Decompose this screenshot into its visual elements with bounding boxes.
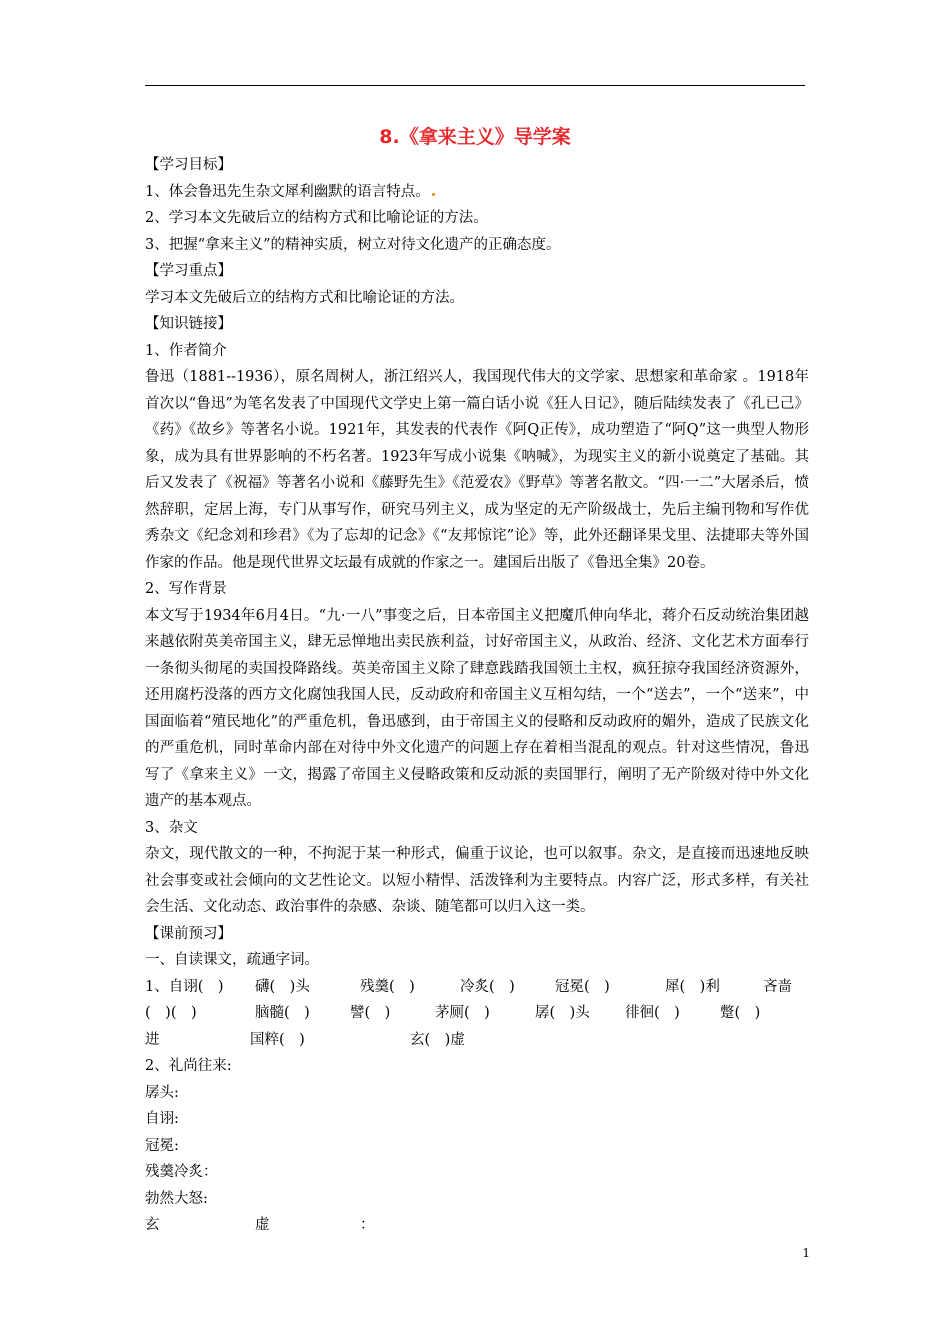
author-header: 1、作者简介 [145, 342, 227, 359]
term-line: 孱头: [145, 1084, 179, 1101]
vocab-item: 譬( ) [350, 1005, 391, 1021]
vocab-row-3 [145, 1027, 809, 1054]
vocab-item: 徘徊( ) [625, 1005, 680, 1021]
vocab-item: 蹩( ) [720, 1005, 761, 1021]
term-line: 残羹冷炙： [145, 1164, 218, 1180]
essay-text: 杂文，现代散文的一种，不拘泥于某一种形式，偏重于议论，也可以叙事。杂文，是直接而迅速地反映社会事变或社会倾向的文艺性论文。以短小精悍、活泼锋利为主要特点。内容广泛，形式多样，有关社会生活、文化动态、政治事件的杂感、杂谈、随笔都可以归入这一类。 [145, 846, 809, 915]
vocab-item: 礴( )头 [255, 978, 310, 995]
vocab-item: 1、自诩( ) [145, 978, 224, 995]
essay-header: 3、杂文 [145, 819, 198, 836]
goal-2: 2、学习本文先破后立的结构方式和比喻论证的方法。 [145, 210, 488, 226]
focus-text: 学习本文先破后立的结构方式和比喻论证的方法。 [145, 289, 464, 306]
goal-1: 1、体会鲁迅先生杂文犀利幽默的语言特点。 [145, 179, 809, 206]
background-header: 2、写作背景 [145, 581, 227, 597]
vocab-item: ( )( ) [145, 1005, 197, 1021]
background-text: 本文写于1934年6月4日。“九·一八”事变之后，日本帝国主义把魔爪伸向华北，蒋介石反动统治集团越来越依附英美帝国主义，肆无忌惮地出卖民族利益，讨好帝国主义，从政治、经济、文化艺术方面奉行一条彻头彻尾的卖国投降路线。英美帝国主义除了肆意践踏我国领土主权，疯狂掠夺我国经济资源外，还用腐朽没落的西方文化腐蚀我国人民，反动政府和帝国主义互相勾结，一个“送去”，一个“送来”，中国面临着“殖民地化”的严重危机，鲁迅感到，由于帝国主义的侵略和反动政府的媚外，造成了民族文化的严重危机，同时革命内部在对待中外文化遗产的问题上存在着相当混乱的观点。针对这些情况，鲁迅写了《拿来主义》一文，揭露了帝国主义侵略政策和反动派的卖国罪行，阐明了无产阶级对待中外文化遗产的基本观点。 [145, 607, 809, 809]
vocab-item: 玄( )虚 [410, 1031, 465, 1048]
author-text: 鲁迅（1881--1936），原名周树人，浙江绍兴人，我国现代伟大的文学家、思想家和革命家 。1918年首次以“鲁迅”为笔名发表了中国现代文学史上第一篇白话小说《狂人日记》，随后陆续发表了《孔已己》《药》《故乡》等著名小说。1921年，其发表的代表作《阿Q正传》，成功塑造了“阿Q”这一典型人物形象，成为具有世界影响的不朽名著。1923年写成小说集《呐喊》，为现实主义的新小说奠定了基础。其后又发表了《祝福》等著名小说和《藤野先生》《范爱农》《野草》等著名散文。“四·一二”大屠杀后，愤然辞职，定居上海，专门从事写作，研究马列主义，成为坚定的无产阶级战士，先后主编刊物和写作优秀杂文《纪念刘和珍君》《为了忘却的记念》《“友邦惊诧”论》等，此外还翻译果戈里、法捷耶夫等外国作家的作品。他是现代世界文坛最有成就的作家之一。建国后出版了《鲁迅全集》20卷。 [145, 369, 809, 571]
vocab-item: 冷炙( ) [460, 978, 515, 995]
term-line: 自诩: [145, 1111, 179, 1127]
vocab-item: 进 [145, 1031, 160, 1048]
vocab-item: 孱( )头 [535, 1005, 590, 1021]
term-line-last: 玄 虚 ： [145, 1217, 375, 1233]
document-body [145, 152, 809, 1239]
vocab-item: 吝啬 [763, 978, 792, 995]
self-read-instruction: 一、自读课文，疏通字词。 [145, 952, 319, 968]
vocab-item: 冠冕( ) [555, 978, 610, 995]
vocab-row-2 [145, 1000, 809, 1027]
vocab-item: 犀( )利 [665, 978, 720, 995]
preview-header: 【课前预习】 [145, 925, 232, 942]
knowledge-header: 【知识链接】 [145, 316, 232, 332]
vocab-item: 残羹( ) [360, 978, 415, 995]
vocab-item: 脑髓( ) [255, 1005, 310, 1021]
page-title: 8.《拿来主义》导学案 [379, 126, 571, 148]
focus-header: 【学习重点】 [145, 263, 232, 279]
page-number: 1 [802, 1246, 810, 1260]
goal-3: 3、把握“拿来主义”的精神实质，树立对待文化遗产的正确态度。 [145, 236, 561, 253]
header-rule [145, 85, 805, 86]
vocab-item: 茅厕( ) [435, 1005, 490, 1021]
goals-header: 【学习目标】 [145, 157, 232, 173]
term-line: 冠冕: [145, 1137, 179, 1154]
vocab-row-1 [145, 974, 809, 1001]
vocab-item: 国粹( ) [250, 1031, 305, 1048]
term-line: 勃然大怒: [145, 1190, 208, 1207]
courtesy-header: 2、礼尚往来: [145, 1058, 232, 1074]
